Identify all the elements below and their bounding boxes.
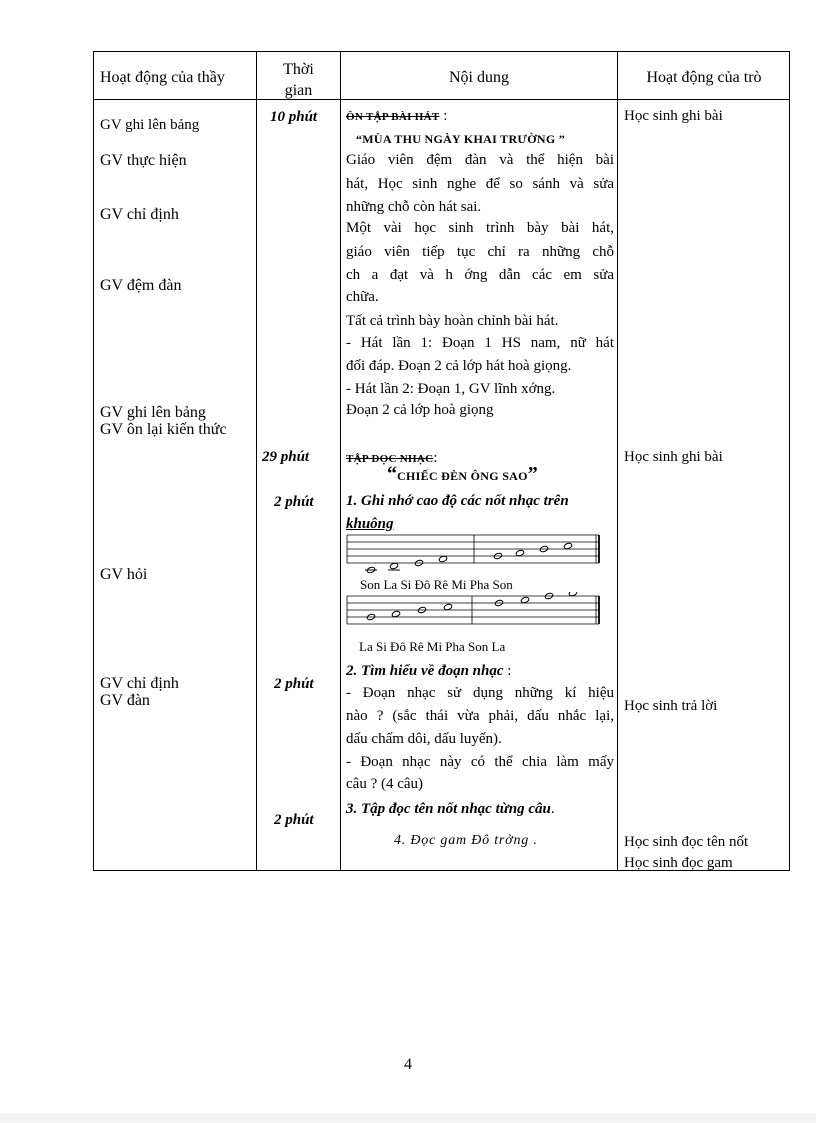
- item-heading-3: 3. Tập đọc tên nốt nhạc từng câu.: [346, 801, 555, 817]
- section-title-review: ÔN TẬP BÀI HÁT :: [346, 108, 448, 124]
- item-heading-2: 2. Tìm hiểu về đoạn nhạc :: [346, 663, 512, 679]
- teacher-activity: GV chỉ định: [100, 675, 179, 692]
- header-time-line2: gian: [284, 82, 313, 99]
- paragraph-line: Một vài học sinh trình bày bài hát,: [346, 220, 614, 236]
- section-title-sight-reading: TẬP ĐỌC NHẠC:: [346, 450, 438, 466]
- paragraph-line: giáo viên tiếp tục chỉ ra những chỗ: [346, 244, 614, 260]
- section-title: TẬP ĐỌC NHẠC: [346, 453, 434, 465]
- student-activity: Học sinh ghi bài: [624, 449, 723, 465]
- paragraph-line: ch a đạt và h ớng dẫn các em sửa: [346, 267, 614, 283]
- paragraph-line: dấu chấm dôi, dấu luyến).: [346, 731, 502, 747]
- teacher-activity: GV chỉ định: [100, 206, 179, 223]
- paragraph-line: - Hát lần 1: Đoạn 1 HS nam, nữ hát: [346, 335, 614, 351]
- header-teacher: Hoạt động của thầy: [100, 69, 225, 86]
- teacher-activity: GV thực hiện: [100, 152, 187, 169]
- music-staff-2: [344, 592, 604, 634]
- section-title: ÔN TẬP BÀI HÁT: [346, 111, 440, 123]
- item-heading-4: 4. Đọc gam Đô trởng .: [394, 833, 538, 848]
- teacher-activity: GV ghi lên bảng: [100, 117, 200, 133]
- paragraph-line: đối đáp. Đoạn 2 cả lớp hát hoà giọng.: [346, 358, 572, 374]
- teacher-activity: GV ghi lên bảng: [100, 404, 206, 421]
- paragraph-line: những chỗ còn hát sai.: [346, 199, 482, 215]
- header-student: Hoạt động của trò: [646, 69, 762, 86]
- student-activity: Học sinh ghi bài: [624, 108, 723, 124]
- item-heading: khuông: [346, 516, 394, 532]
- paragraph-line: câu ? (4 câu): [346, 776, 424, 792]
- staff-note-labels: Son La Si Đô Rê Mi Pha Son: [360, 577, 513, 592]
- teacher-activity: GV hỏi: [100, 566, 148, 583]
- paragraph-line: - Đoạn nhạc này có thể chia làm mấy: [346, 754, 614, 770]
- time-duration: 2 phút: [274, 676, 314, 692]
- teacher-activity: GV đàn: [100, 692, 150, 709]
- paragraph-line: - Hát lần 2: Đoạn 1, GV lĩnh xớng.: [346, 381, 556, 397]
- paragraph-line: hát, Học sinh nghe để so sánh và sửa: [346, 176, 614, 192]
- paragraph-line: Tất cả trình bày hoàn chỉnh bài hát.: [346, 313, 559, 329]
- teacher-activity: GV đệm đàn: [100, 277, 182, 294]
- student-activity: Học sinh trả lời: [624, 698, 718, 714]
- header-divider: [93, 99, 790, 100]
- paragraph-line: Giáo viên đệm đàn và thể hiện bài: [346, 152, 614, 168]
- column-divider: [256, 51, 257, 871]
- staff-note-labels: La Si Đô Rê Mi Pha Son La: [359, 639, 506, 654]
- page-number: 4: [404, 1056, 412, 1073]
- teacher-activity: GV ôn lại kiến thức: [100, 421, 227, 438]
- song-title: “MÙA THU NGÀY KHAI TRƯỜNG ”: [356, 132, 566, 146]
- paragraph-line: chữa.: [346, 289, 379, 305]
- paragraph-line: - Đoạn nhạc sử dụng những kí hiệu: [346, 685, 614, 701]
- paragraph-line: Đoạn 2 cả lớp hoà giọng: [346, 402, 494, 418]
- time-duration: 29 phút: [262, 449, 310, 465]
- item-heading: 1. Ghi nhớ cao độ các nốt nhạc trên: [346, 493, 569, 509]
- column-divider: [340, 51, 341, 871]
- time-duration: 10 phút: [270, 109, 318, 125]
- header-time-line1: Thời: [283, 61, 314, 78]
- student-activity: Học sinh đọc tên nốt: [624, 834, 749, 850]
- paragraph-line: nào ? (sắc thái vừa phải, dấu nhắc lại,: [346, 708, 614, 724]
- column-divider: [617, 51, 618, 871]
- student-activity: Học sinh đọc gam: [624, 855, 733, 870]
- page-bottom-strip: [0, 1113, 816, 1123]
- music-staff-1: [344, 531, 604, 573]
- time-duration: 2 phút: [274, 812, 314, 828]
- header-content: Nội dung: [449, 69, 509, 86]
- time-duration: 2 phút: [274, 494, 314, 510]
- song-title-2: “CHIẾC ĐÈN ÔNG SAO”: [387, 463, 538, 485]
